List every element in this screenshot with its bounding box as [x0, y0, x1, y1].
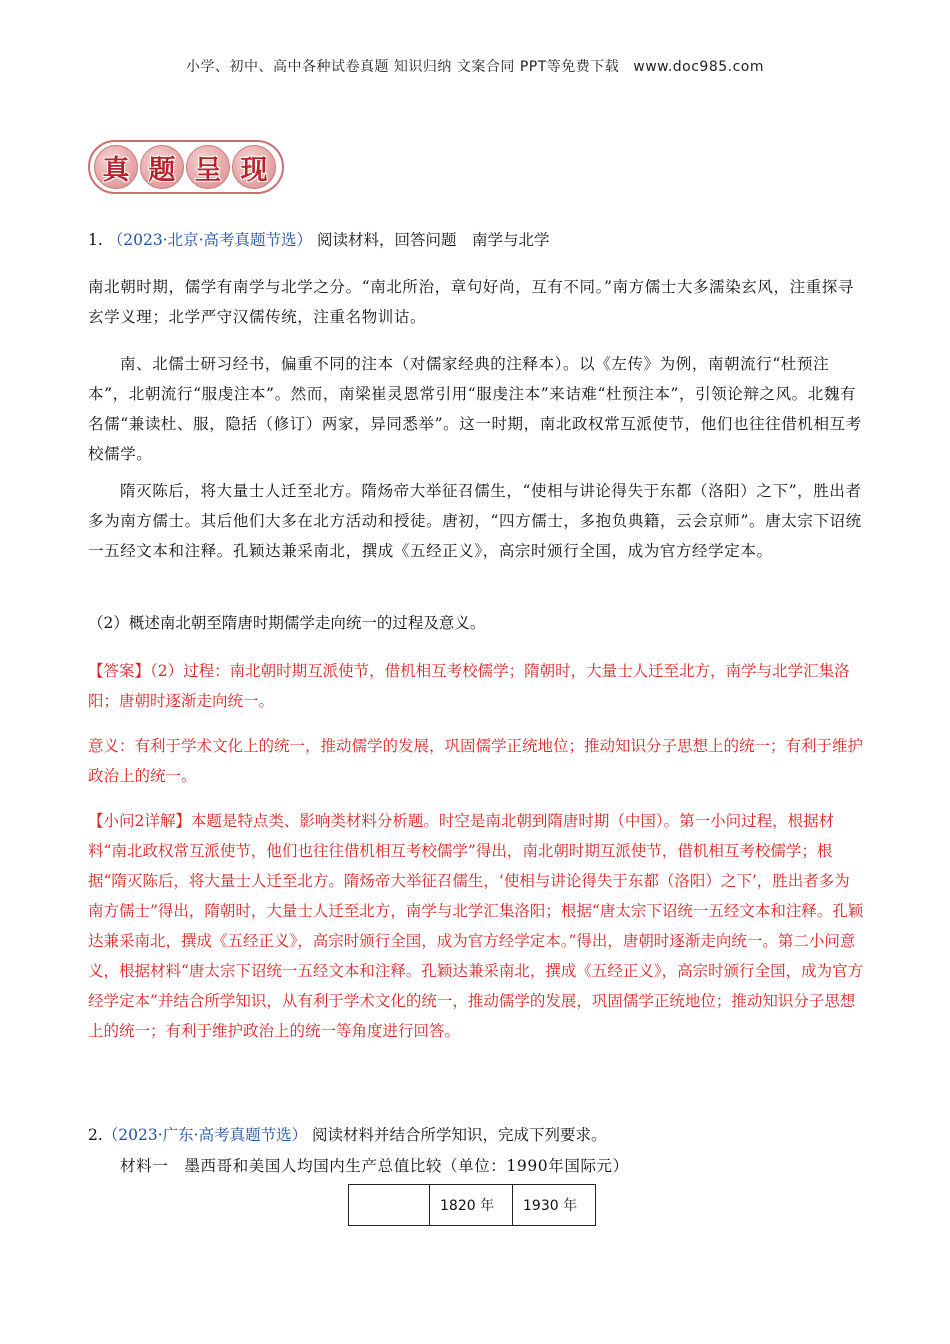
q1-prompt: 阅读材料，回答问题 南学与北学 — [316, 231, 550, 249]
q1-detail: 【小问2详解】本题是特点类、影响类材料分析题。时空是南北朝到隋唐时期（中国）。第一小问过程，根据材料“南北政权常互派使节，他们也往往借机相互考校儒学”得出，南北朝时期互派使节，借机相互考校儒学；根据“隋灭陈后，将大量士人迁至北方。隋炀帝大举征召儒生，‘使相与讲论得失于东都（洛阳）之下’，胜出者多为南方儒士”得出，隋朝时，大量士人迁至北方，南学与北学汇集洛阳；根据“唐太宗下诏统一五经文本和注释。孔颖达兼采南北，撰成《五经正义》，高宗时颁行全国，成为官方经学定本。”得出，唐朝时逐渐走向统一。第二小问意义，根据材料“唐太宗下诏统一五经文本和注释。孔颖达兼采南北，撰成《五经正义》，高宗时颁行全国，成为官方经学定本”并结合所学知识，从有利于学术文化的统一，推动儒学的发展，巩固儒学正统地位；推动知识分子思想上的统一；有利于维护政治上的统一等角度进行回答。 — [88, 812, 864, 1040]
q1-source: （2023·北京·高考真题节选） — [107, 231, 313, 249]
section-badge — [88, 140, 286, 196]
q1-material-para3: 隋灭陈后，将大量士人迁至北方。隋炀帝大举征召儒生，“使相与讲论得失于东都（洛阳）之下”，胜出者多为南方儒士。其后他们大多在北方活动和授徒。唐初，“四方儒士，多抱负典籍，云会京师”。唐太宗下诏统一五经文本和注释。孔颖达兼采南北，撰成《五经正义》，高宗时颁行全国，成为官方经学定本。 — [88, 482, 862, 560]
q1-subquestion: （2）概述南北朝至隋唐时期儒学走向统一的过程及意义。 — [88, 614, 486, 632]
q2-heading — [88, 1123, 864, 1145]
material-table — [348, 1184, 596, 1226]
page-header — [0, 56, 950, 76]
q2-source: （2023·广东·高考真题节选） — [102, 1126, 308, 1144]
q2-number: 2. — [88, 1126, 103, 1144]
badge-char: 呈 — [186, 145, 230, 189]
badge-char: 现 — [232, 145, 276, 189]
q2-material1-caption: 材料一 墨西哥和美国人均国内生产总值比较（单位：1990年国际元） — [120, 1157, 629, 1175]
table-cell: 1930 年 — [513, 1185, 596, 1226]
badge-char: 真 — [94, 145, 138, 189]
q1-material-para2: 南、北儒士研习经书，偏重不同的注本（对儒家经典的注释本）。以《左传》为例，南朝流行“杜预注本”，北朝流行“服虔注本”。然而，南梁崔灵恩常引用“服虔注本”来诘难“杜预注本”，引领论辩之风。北魏有名儒“兼读杜、服，隐括（修订）两家，异同悉举”。这一时期，南北政权常互派使节，他们也往往借机相互考校儒学。 — [88, 355, 862, 463]
table-cell: 1820 年 — [430, 1185, 513, 1226]
badge-char: 题 — [140, 145, 184, 189]
q1-material-para1: 南北朝时期，儒学有南学与北学之分。“南北所治，章句好尚，互有不同。”南方儒士大多濡染玄风，注重探寻玄学义理；北学严守汉儒传统，注重名物训诂。 — [88, 278, 855, 326]
header-text: 小学、初中、高中各种试卷真题 知识归纳 文案合同 PPT等免费下载 — [185, 59, 620, 75]
table-row — [349, 1185, 596, 1226]
q1-number: 1. — [88, 231, 103, 249]
header-site: www.doc985.com — [633, 59, 765, 75]
q1-meaning: 意义：有利于学术文化上的统一，推动儒学的发展，巩固儒学正统地位；推动知识分子思想上的统一；有利于维护政治上的统一。 — [88, 737, 864, 785]
q1-heading — [88, 228, 864, 250]
table-cell — [349, 1185, 430, 1226]
q1-answer: 【答案】（2）过程：南北朝时期互派使节，借机相互考校儒学；隋朝时，大量士人迁至北方，南学与北学汇集洛阳；唐朝时逐渐走向统一。 — [88, 662, 850, 710]
q2-prompt: 阅读材料并结合所学知识，完成下列要求。 — [312, 1126, 607, 1144]
